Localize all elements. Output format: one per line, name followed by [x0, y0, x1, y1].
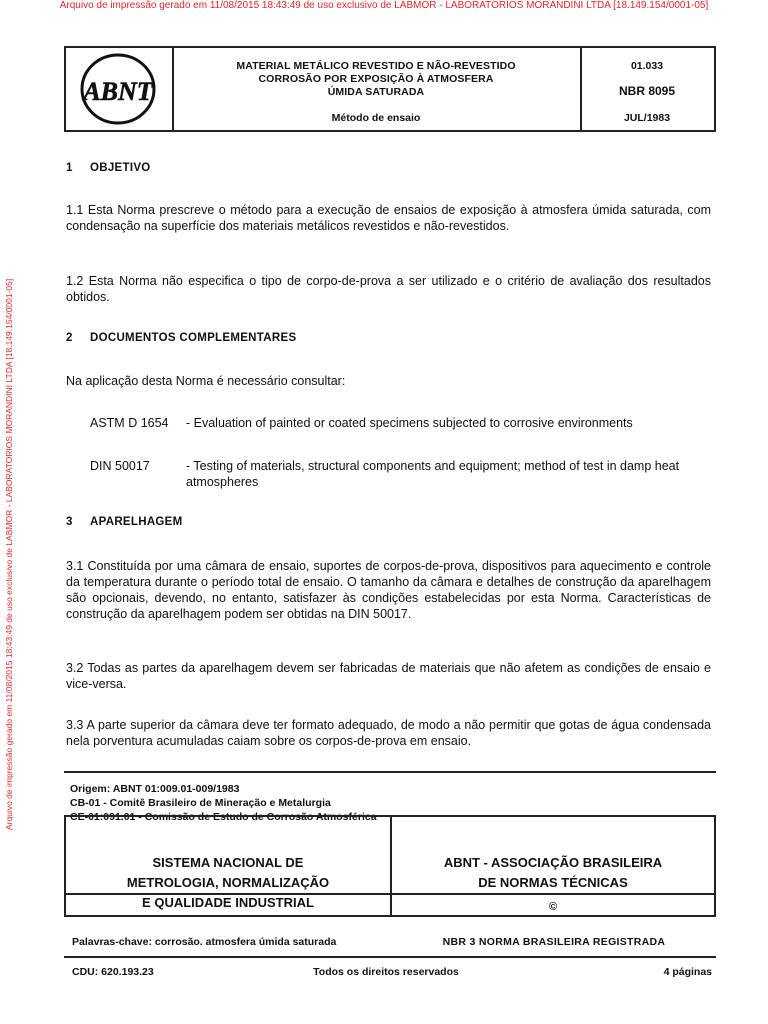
abnt-logo [78, 52, 158, 126]
origin-line-1: Origem: ABNT 01:009.01-009/1983 [70, 783, 240, 795]
registration-label: NBR 3 NORMA BRASILEIRA REGISTRADA [442, 936, 666, 948]
classification-code: 01.033 [630, 60, 664, 72]
logo-cell [66, 48, 174, 130]
title-line-2: CORROSÃO POR EXPOSIÇÃO À ATMOSFERA [258, 73, 494, 85]
title-line-3: ÚMIDA SATURADA [327, 86, 425, 98]
section-2-heading [66, 332, 296, 344]
title-cell [172, 48, 582, 130]
system-name [66, 853, 390, 913]
section-1-heading [66, 162, 151, 174]
section-title: DOCUMENTOS COMPLEMENTARES [90, 332, 297, 344]
print-watermark-side: Arquivo de impressão gerado em 11/08/2015 18:43:49 de uso exclusivo de LABMOR - LABORATORIOS MORANDINI LTDA [18.149.154/0001-05] [4, 278, 14, 830]
print-watermark-top: Arquivo de impressão gerado em 11/08/2015 18:43:49 de uso exclusivo de LABMOR - LABORATORIOS MORANDINI LTDA [18.149.154/0001-05] [59, 0, 709, 11]
association-name [392, 853, 714, 893]
paragraph-2-intro: Na aplicação desta Norma é necessário consultar: [66, 374, 346, 388]
page-count: 4 páginas [663, 966, 712, 978]
reference-cell [580, 48, 714, 130]
reference-code: DIN 50017 [90, 459, 150, 473]
section-number: 3 [66, 516, 73, 528]
reference-item [90, 415, 730, 433]
reference-description: - Evaluation of painted or coated specimens subjected to corrosive environments [186, 416, 633, 430]
publication-date: JUL/1983 [623, 112, 671, 124]
title-line-1: MATERIAL METÁLICO REVESTIDO E NÃO-REVESTIDO [236, 60, 516, 72]
divider [64, 956, 716, 958]
origin-line-2: CB-01 - Comitê Brasileiro de Mineração e Metalurgia [70, 797, 331, 809]
divider [64, 771, 716, 773]
origin-line-3: CE-01:091.01 - Comissão de Estudo de Corrosão Atmosférica [70, 811, 377, 823]
section-3-heading [66, 516, 183, 528]
system-line-1: SISTEMA NACIONAL DE [152, 855, 304, 870]
footer-panel [64, 815, 716, 917]
association-line-1: ABNT - ASSOCIAÇÃO BRASILEIRA [443, 855, 663, 870]
section-number: 1 [66, 162, 73, 174]
rights-notice: Todos os direitos reservados [313, 966, 459, 978]
cdu-code: CDU: 620.193.23 [72, 966, 154, 978]
reference-item [90, 458, 730, 494]
document-header [64, 46, 716, 132]
document-type: Método de ensaio [331, 112, 421, 124]
paragraph-1-1: 1.1 Esta Norma prescreve o método para a execução de ensaios de exposição à atmosfera úmida saturada, com condensação na superfície dos materiais metálicos revestidos e não-revestidos. [66, 203, 711, 233]
paragraph-3-1: 3.1 Constituída por uma câmara de ensaio, suportes de corpos-de-prova, dispositivos para aquecimento e controle da temperatura durante o período total de ensaio. O tamanho da câmara e detalhes de construção da aparelhagem são opcionais, devendo, no entanto, satisfazer às condições estabelecidas por esta Norma. Características de construção da aparelhagem podem ser obtidas na DIN 50017. [66, 559, 711, 621]
paragraph-3-2: 3.2 Todas as partes da aparelhagem devem ser fabricadas de materiais que não afetem as condições de ensaio e vice-versa. [66, 661, 711, 691]
reference-code: ASTM D 1654 [90, 416, 169, 430]
paragraph-3-3: 3.3 A parte superior da câmara deve ter formato adequado, de modo a não permitir que gotas de água condensada nela porventura acumuladas caiam sobre os corpos-de-prova em ensaio. [66, 718, 711, 748]
keywords: Palavras-chave: corrosão. atmosfera úmida saturada [72, 936, 337, 948]
copyright-symbol: © [548, 901, 558, 913]
system-line-2: METROLOGIA, NORMALIZAÇÃO [126, 875, 330, 890]
system-line-3: E QUALIDADE INDUSTRIAL [142, 895, 314, 910]
abnt-logo-text: ABNT [83, 77, 153, 106]
document-title [172, 60, 580, 99]
association-line-2: DE NORMAS TÉCNICAS [478, 875, 628, 890]
section-title: OBJETIVO [90, 162, 151, 174]
reference-description: - Testing of materials, structural components and equipment; method of test in damp heat atmospheres [186, 459, 680, 489]
section-title: APARELHAGEM [90, 516, 183, 528]
section-number: 2 [66, 332, 73, 344]
standard-number: NBR 8095 [618, 84, 676, 98]
paragraph-1-2: 1.2 Esta Norma não especifica o tipo de corpo-de-prova a ser utilizado e o critério de avaliação dos resultados obtidos. [66, 274, 711, 304]
